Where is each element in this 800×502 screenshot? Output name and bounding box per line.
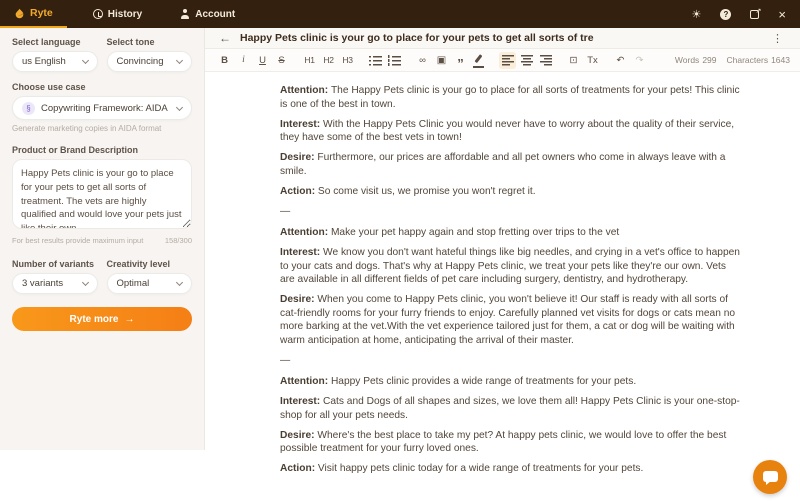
language-value: us English [22, 56, 66, 67]
creativity-value: Optimal [116, 278, 150, 289]
blockquote-button[interactable]: ” [457, 55, 464, 71]
chevron-down-icon [81, 279, 88, 286]
tab-account[interactable] [168, 0, 247, 28]
paragraph-label: Desire: [280, 152, 318, 163]
chevron-down-icon [176, 279, 183, 286]
align-center-button[interactable] [518, 52, 535, 69]
sidebar [0, 28, 205, 450]
clear-nodes-button[interactable]: ⊡ [569, 54, 578, 66]
tab-ryte[interactable] [0, 0, 67, 28]
variants-select[interactable] [12, 273, 98, 294]
chevron-down-icon [176, 103, 183, 110]
tone-select[interactable] [107, 51, 193, 72]
paragraph: Action: Visit happy pets clinic today for a wide range of treatments for your pets. [280, 463, 644, 474]
words-label: Words [674, 55, 700, 65]
italic-button[interactable]: i [242, 55, 245, 65]
chevron-down-icon [81, 57, 88, 64]
history-clock-icon [93, 9, 103, 19]
variants-label: Number of variants [12, 259, 95, 269]
description-label: Product or Brand Description [12, 145, 139, 155]
paragraph: Interest: With the Happy Pets Clinic you would never have to worry about the quality of their service, they have some of the best vets in town! [280, 118, 735, 143]
paragraph: Interest: We know you don't want hateful things like big needles, and crying in a vet's office to happen to your cats and dogs. That's why at Happy Pets clinic, we treat your pets like they're our own. Vets are available in all different fields of pet care including surgery, dentistry, and hydrotherapy. [280, 247, 740, 285]
editor-toolbar [205, 49, 800, 72]
topbar-actions [692, 0, 800, 28]
chevron-down-icon [176, 57, 183, 64]
help-icon[interactable]: ? [720, 9, 731, 20]
paragraph-label: Attention: [280, 376, 331, 387]
paragraph-label: Interest: [280, 396, 324, 407]
ordered-list-button[interactable] [386, 52, 403, 69]
use-case-value: Copywriting Framework: AIDA [41, 102, 168, 114]
theme-toggle-icon[interactable]: ☀ [691, 8, 702, 21]
paragraph: Desire: When you come to Happy Pets clinic, you won't believe it! Our staff is ready with all sorts of cat-friendly rooms for your furry friends to enjoy. Carefully planned vet visits for dogs or cats mean no more barking at the vet.With the vet experience tailored just for them, a cat or dog will be waiting with warm anticipation at home, anticipating the arrival of their master. [280, 294, 736, 346]
paragraph: Attention: Happy Pets clinic provides a wide range of treatments for your pets. [280, 376, 637, 387]
align-right-button[interactable] [537, 52, 554, 69]
redo-button[interactable]: ↷ [635, 54, 644, 66]
tab-history[interactable] [81, 0, 154, 28]
description-input[interactable] [12, 159, 192, 229]
tab-account-label: Account [195, 8, 236, 20]
use-case-select[interactable] [12, 96, 192, 120]
ryte-more-label: Ryte more [69, 313, 119, 325]
tone-value: Convincing [116, 56, 164, 67]
creativity-label: Creativity level [106, 259, 171, 269]
paragraph-label: Desire: [280, 294, 318, 305]
language-label: Select language [12, 37, 81, 47]
separator-paragraph: — [280, 354, 291, 366]
paragraph-label: Action: [280, 185, 318, 197]
arrow-right-icon: → [124, 313, 135, 325]
paragraph: Attention: Make your pet happy again and stop fretting over trips to the vet [280, 227, 620, 238]
bullet-list-button[interactable] [367, 52, 384, 69]
tab-history-label: History [107, 8, 143, 20]
document-header [205, 28, 800, 49]
undo-button[interactable]: ↶ [616, 54, 625, 66]
paragraph: Interest: Cats and Dogs of all shapes and sizes, we love them all! Happy Pets Clinic is your one-stop-shop for all your pets needs. [280, 396, 740, 421]
tone-label: Select tone [106, 37, 155, 47]
paragraph: Action: So come visit us, we promise you won't regret it. [280, 185, 536, 197]
paragraph-label: Interest: [280, 118, 324, 130]
image-button[interactable]: ▣ [436, 54, 447, 66]
use-case-badge-icon: § [22, 102, 35, 115]
link-button[interactable]: ∞ [419, 54, 426, 66]
clear-marks-button[interactable]: Tx [587, 54, 598, 66]
paragraph: Desire: Where's the best place to take my pet? At happy pets clinic, we would love to offer the best possible treatment for your furry loved ones. [280, 429, 727, 454]
topbar [0, 0, 800, 28]
account-person-icon [180, 9, 190, 19]
ryte-logo-icon [14, 8, 25, 19]
variants-value: 3 variants [22, 278, 64, 289]
kebab-menu-icon[interactable]: ⋮ [772, 32, 783, 45]
close-icon[interactable]: × [778, 6, 786, 22]
description-helper: For best results provide maximum input [12, 236, 144, 245]
paragraph: Desire: Furthermore, our prices are affordable and all pet owners who come in always leave with a smile. [280, 152, 726, 177]
document-title: Happy Pets clinic is your go to place for your pets to get all sorts of tre [240, 32, 594, 44]
separator-paragraph: — [280, 205, 291, 217]
paragraph-label: Desire: [280, 429, 318, 441]
paragraph-label: Interest: [280, 247, 324, 258]
editor-panel [205, 28, 800, 474]
words-count: 299 [702, 55, 717, 65]
back-arrow-icon[interactable]: ← [219, 31, 231, 45]
chat-launcher-button[interactable] [753, 460, 787, 494]
chat-bubble-icon [763, 471, 778, 482]
h3-button[interactable]: H3 [342, 55, 353, 65]
strikethrough-button[interactable]: S [278, 54, 285, 66]
editor-stats [675, 55, 790, 65]
highlight-button[interactable] [471, 52, 488, 69]
external-link-box [750, 10, 759, 19]
editor-toolbar-buttons [215, 52, 649, 69]
characters-label: Characters [726, 55, 769, 65]
paragraph-label: Attention: [280, 227, 331, 238]
characters-count: 1643 [771, 55, 790, 65]
paragraph-label: Attention: [280, 85, 331, 96]
h1-button[interactable]: H1 [304, 55, 315, 65]
underline-button[interactable]: U [259, 54, 266, 66]
char-counter: 158/300 [164, 236, 192, 245]
brand-label: Ryte [30, 7, 53, 19]
paragraph: Attention: The Happy Pets clinic is your go to place for all sorts of treatments for your pets! This clinic is one of the best in town. [280, 85, 740, 110]
align-left-button[interactable] [499, 52, 516, 69]
paragraph-label: Action: [280, 463, 318, 474]
h2-button[interactable]: H2 [323, 55, 334, 65]
bold-button[interactable]: B [221, 54, 228, 66]
document-body [205, 72, 800, 502]
ryte-more-button[interactable] [12, 307, 192, 331]
creativity-select[interactable] [107, 273, 193, 294]
use-case-label: Choose use case [12, 82, 86, 92]
use-case-helper: Generate marketing copies in AIDA format [12, 124, 162, 133]
language-select[interactable] [12, 51, 98, 72]
document-editor-surface[interactable] [205, 72, 800, 502]
external-link-icon[interactable] [750, 10, 759, 19]
